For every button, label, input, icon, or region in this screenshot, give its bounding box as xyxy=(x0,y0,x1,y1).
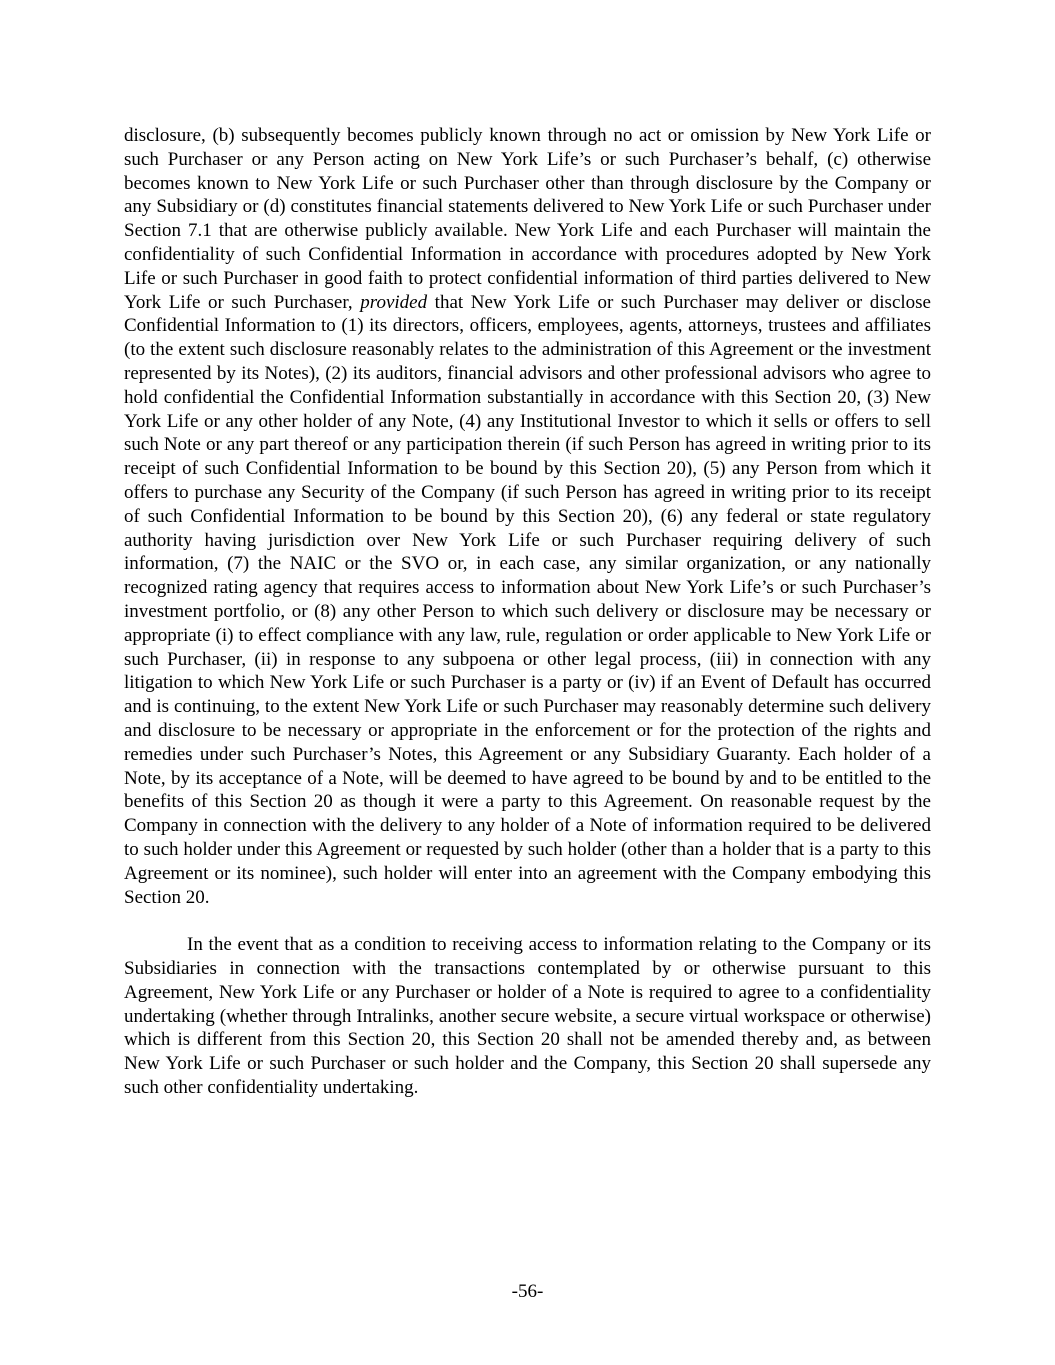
paragraph-1-text-part-1: disclosure, (b) subsequently becomes publicly known through no act or omission by New York Life or such Purchaser or any Person acting on New York Life’s or such Purchaser’s behalf, (c) otherwise becomes known to New York Life or such Purchaser other than through disclosure by the Company or any Subsidiary or (d) constitutes financial statements delivered to New York Life or such Purchaser under Section 7.1 that are otherwise publicly available. New York Life and each Purchaser will maintain the confidentiality of such Confidential Information in accordance with procedures adopted by New York Life or such Purchaser in good faith to protect confidential information of third parties delivered to New York Life or such Purchaser, xyxy=(124,125,931,313)
page-number: -56- xyxy=(511,1281,544,1302)
paragraph-confidentiality-terms xyxy=(124,124,931,909)
paragraph-1-text-part-2: that New York Life or such Purchaser may deliver or disclose Confidential Information to (1) its directors, officers, employees, agents, attorneys, trustees and affiliates (to the extent such disclosure reasonably relates to the administration of this Agreement or the investment represented by its Notes), (2) its auditors, financial advisors and other professional advisors who agree to hold confidential the Confidential Information substantially in accordance with this Section 20, (3) New York Life or any other holder of any Note, (4) any Institutional Investor to which it sells or offers to sell such Note or any part thereof or any participation therein (if such Person has agreed in writing prior to its receipt of such Confidential Information to be bound by this Section 20), (5) any Person from which it offers to purchase any Security of the Company (if such Person has agreed in writing prior to its receipt of such Confidential Information to be bound by this Section 20), (6) any federal or state regulatory authority having jurisdiction over New York Life or such Purchaser requiring delivery of such information, (7) the NAIC or the SVO or, in each case, any similar organization, or any nationally recognized rating agency that requires access to information about New York Life’s or such Purchaser’s investment portfolio, or (8) any other Person to which such delivery or disclosure may be necessary or appropriate (i) to effect compliance with any law, rule, regulation or order applicable to New York Life or such Purchaser, (ii) in response to any subpoena or other legal process, (iii) in connection with any litigation to which New York Life or such Purchaser is a party or (iv) if an Event of Default has occurred and is continuing, to the extent New York Life or such Purchaser may reasonably determine such delivery and disclosure to be necessary or appropriate in the enforcement or for the protection of the rights and remedies under such Purchaser’s Notes, this Agreement or any Subsidiary Guaranty. Each holder of a Note, by its acceptance of a Note, will be deemed to have agreed to be bound by and to be entitled to the benefits of this Section 20 as though it were a party to this Agreement. On reasonable request by the Company in connection with the delivery to any holder of a Note of information required to be delivered to such holder under this Agreement or requested by such holder (other than a holder that is a party to this Agreement or its nominee), such holder will enter into an agreement with the Company embodying this Section 20. xyxy=(124,291,931,908)
provided-emphasis: provided xyxy=(360,291,428,313)
paragraph-confidentiality-undertaking: In the event that as a condition to receiving access to information relating to the Company or its Subsidiaries in connection with the transactions contemplated by or otherwise pursuant to this Agreement, New York Life or any Purchaser or holder of a Note is required to agree to a confidentiality undertaking (whether through Intralinks, another secure website, a secure virtual workspace or otherwise) which is different from this Section 20, this Section 20 shall not be amended thereby and, as between New York Life or such Purchaser or such holder and the Company, this Section 20 shall supersede any such other confidentiality undertaking. xyxy=(124,934,931,1099)
document-body xyxy=(124,124,931,1100)
